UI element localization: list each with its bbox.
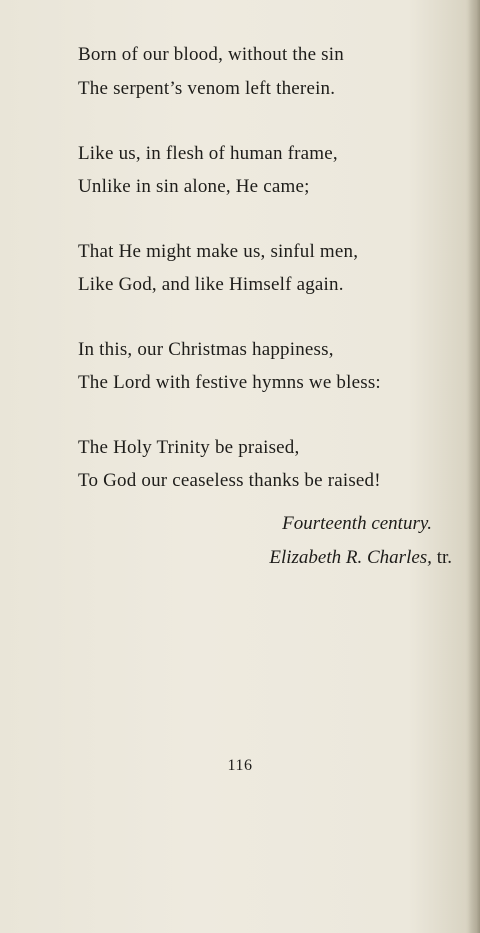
attribution-translator: Elizabeth R. Charles, [269, 547, 432, 568]
attribution-translator-suffix: tr. [431, 547, 452, 568]
page-number: 116 [227, 757, 253, 774]
poem-line: The Holy Trinity be praised, [78, 437, 300, 458]
poem-line: The Lord with festive hymns we bless: [78, 372, 381, 393]
poem-line: Like God, and like Himself again. [78, 274, 344, 295]
poem-line: In this, our Christmas happiness, [78, 339, 334, 360]
poem-line: The serpent’s venom left therein. [78, 78, 336, 99]
poem-line: Like us, in flesh of human frame, [78, 143, 338, 164]
poem-line: That He might make us, sinful men, [78, 241, 359, 262]
attribution-origin: Fourteenth century. [282, 513, 432, 534]
attribution-translator-line [269, 548, 452, 567]
poem-line: To God our ceaseless thanks be raised! [78, 470, 381, 491]
page-edge-shadow [468, 0, 480, 933]
poem-line: Unlike in sin alone, He came; [78, 176, 310, 197]
poem-line: Born of our blood, without the sin [78, 44, 344, 65]
